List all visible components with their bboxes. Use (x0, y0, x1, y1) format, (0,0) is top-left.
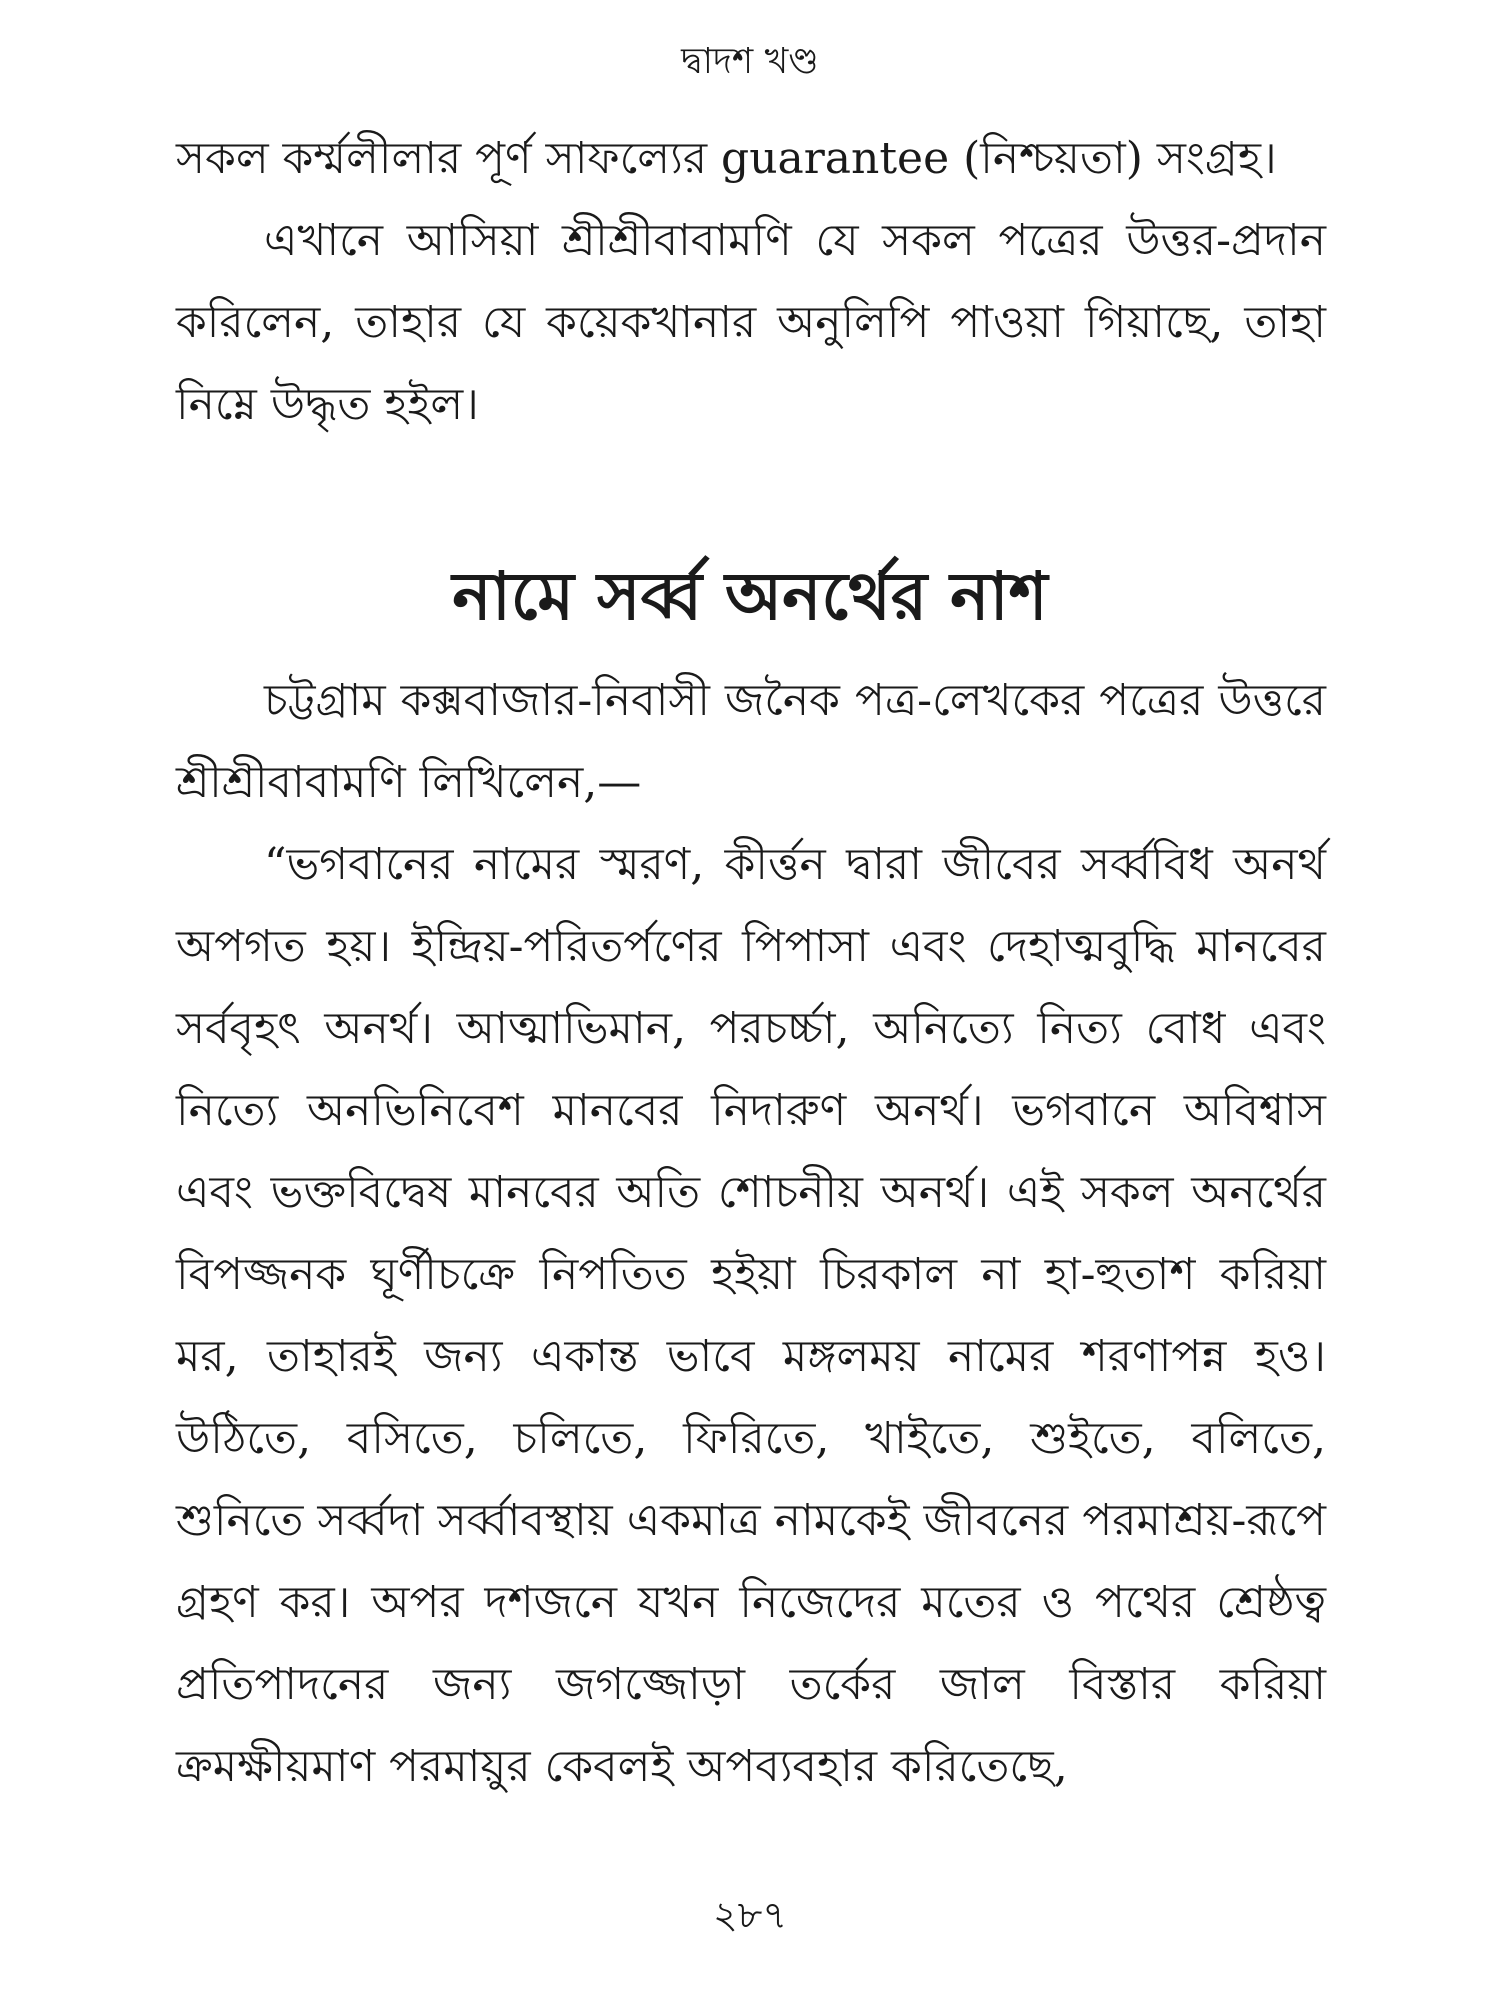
section-heading: নামে সর্ব্ব অনর্থের নাশ (452, 557, 1048, 635)
body-paragraph-letter-quote: “ভগবানের নামের স্মরণ, কীর্ত্তন দ্বারা জীবের সর্ব্ববিধ অনর্থ অপগত হয়। ইন্দ্রিয়-পরিতর্পণের পিপাসা এবং দেহাত্মবুদ্ধি মানবের সর্ববৃহৎ অনর্থ। আত্মাভিমান, পরচর্চ্চা, অনিত্যে নিত্য বোধ এবং নিত্যে অনভিনিবেশ মানবের নিদারুণ অনর্থ। ভগবানে অবিশ্বাস এবং ভক্তবিদ্বেষ মানবের অতি শোচনীয় অনর্থ। এই সকল অনর্থের বিপজ্জনক ঘূর্ণীচক্রে নিপতিত হইয়া চিরকাল না হা-হুতাশ করিয়া মর, তাহারই জন্য একান্ত ভাবে মঙ্গলময় নামের শরণাপন্ন হও। উঠিতে, বসিতে, চলিতে, ফিরিতে, খাইতে, শুইতে, বলিতে, শুনিতে সর্ব্বদা সর্ব্বাবস্থায় একমাত্র নামকেই জীবনের পরমাশ্রয়-রূপে গ্রহণ কর। অপর দশজনে যখন নিজেদের মতের ও পথের শ্রেষ্ঠত্ব প্রতিপাদনের জন্য জগজ্জোড়া তর্কের জাল বিস্তার করিয়া ক্রমক্ষীয়মাণ পরমায়ুর কেবলই অপব্যবহার করিতেছে, (176, 839, 1326, 1792)
body-text-block (176, 660, 1326, 1808)
intro-paragraph-continued: সকল কর্ম্মলীলার পূর্ণ সাফল্যের guarantee (নিশ্চয়তা) সংগ্রহ। (176, 133, 1277, 184)
intro-paragraph-letters: এখানে আসিয়া শ্রীশ্রীবাবামণি যে সকল পত্রের উত্তর-প্রদান করিলেন, তাহার যে কয়েকখানার অনুলিপি পাওয়া গিয়াছে, তাহা নিম্নে উদ্ধৃত হইল। (176, 215, 1326, 430)
page-number: ২৮৭ (712, 1893, 788, 1937)
intro-text-block (176, 118, 1326, 446)
running-head: দ্বাদশ খণ্ড (681, 41, 819, 82)
body-paragraph-intro: চট্টগ্রাম কক্সবাজার-নিবাসী জনৈক পত্র-লেখকের পত্রের উত্তরে শ্রীশ্রীবাবামণি লিখিলেন,— (176, 675, 1326, 808)
